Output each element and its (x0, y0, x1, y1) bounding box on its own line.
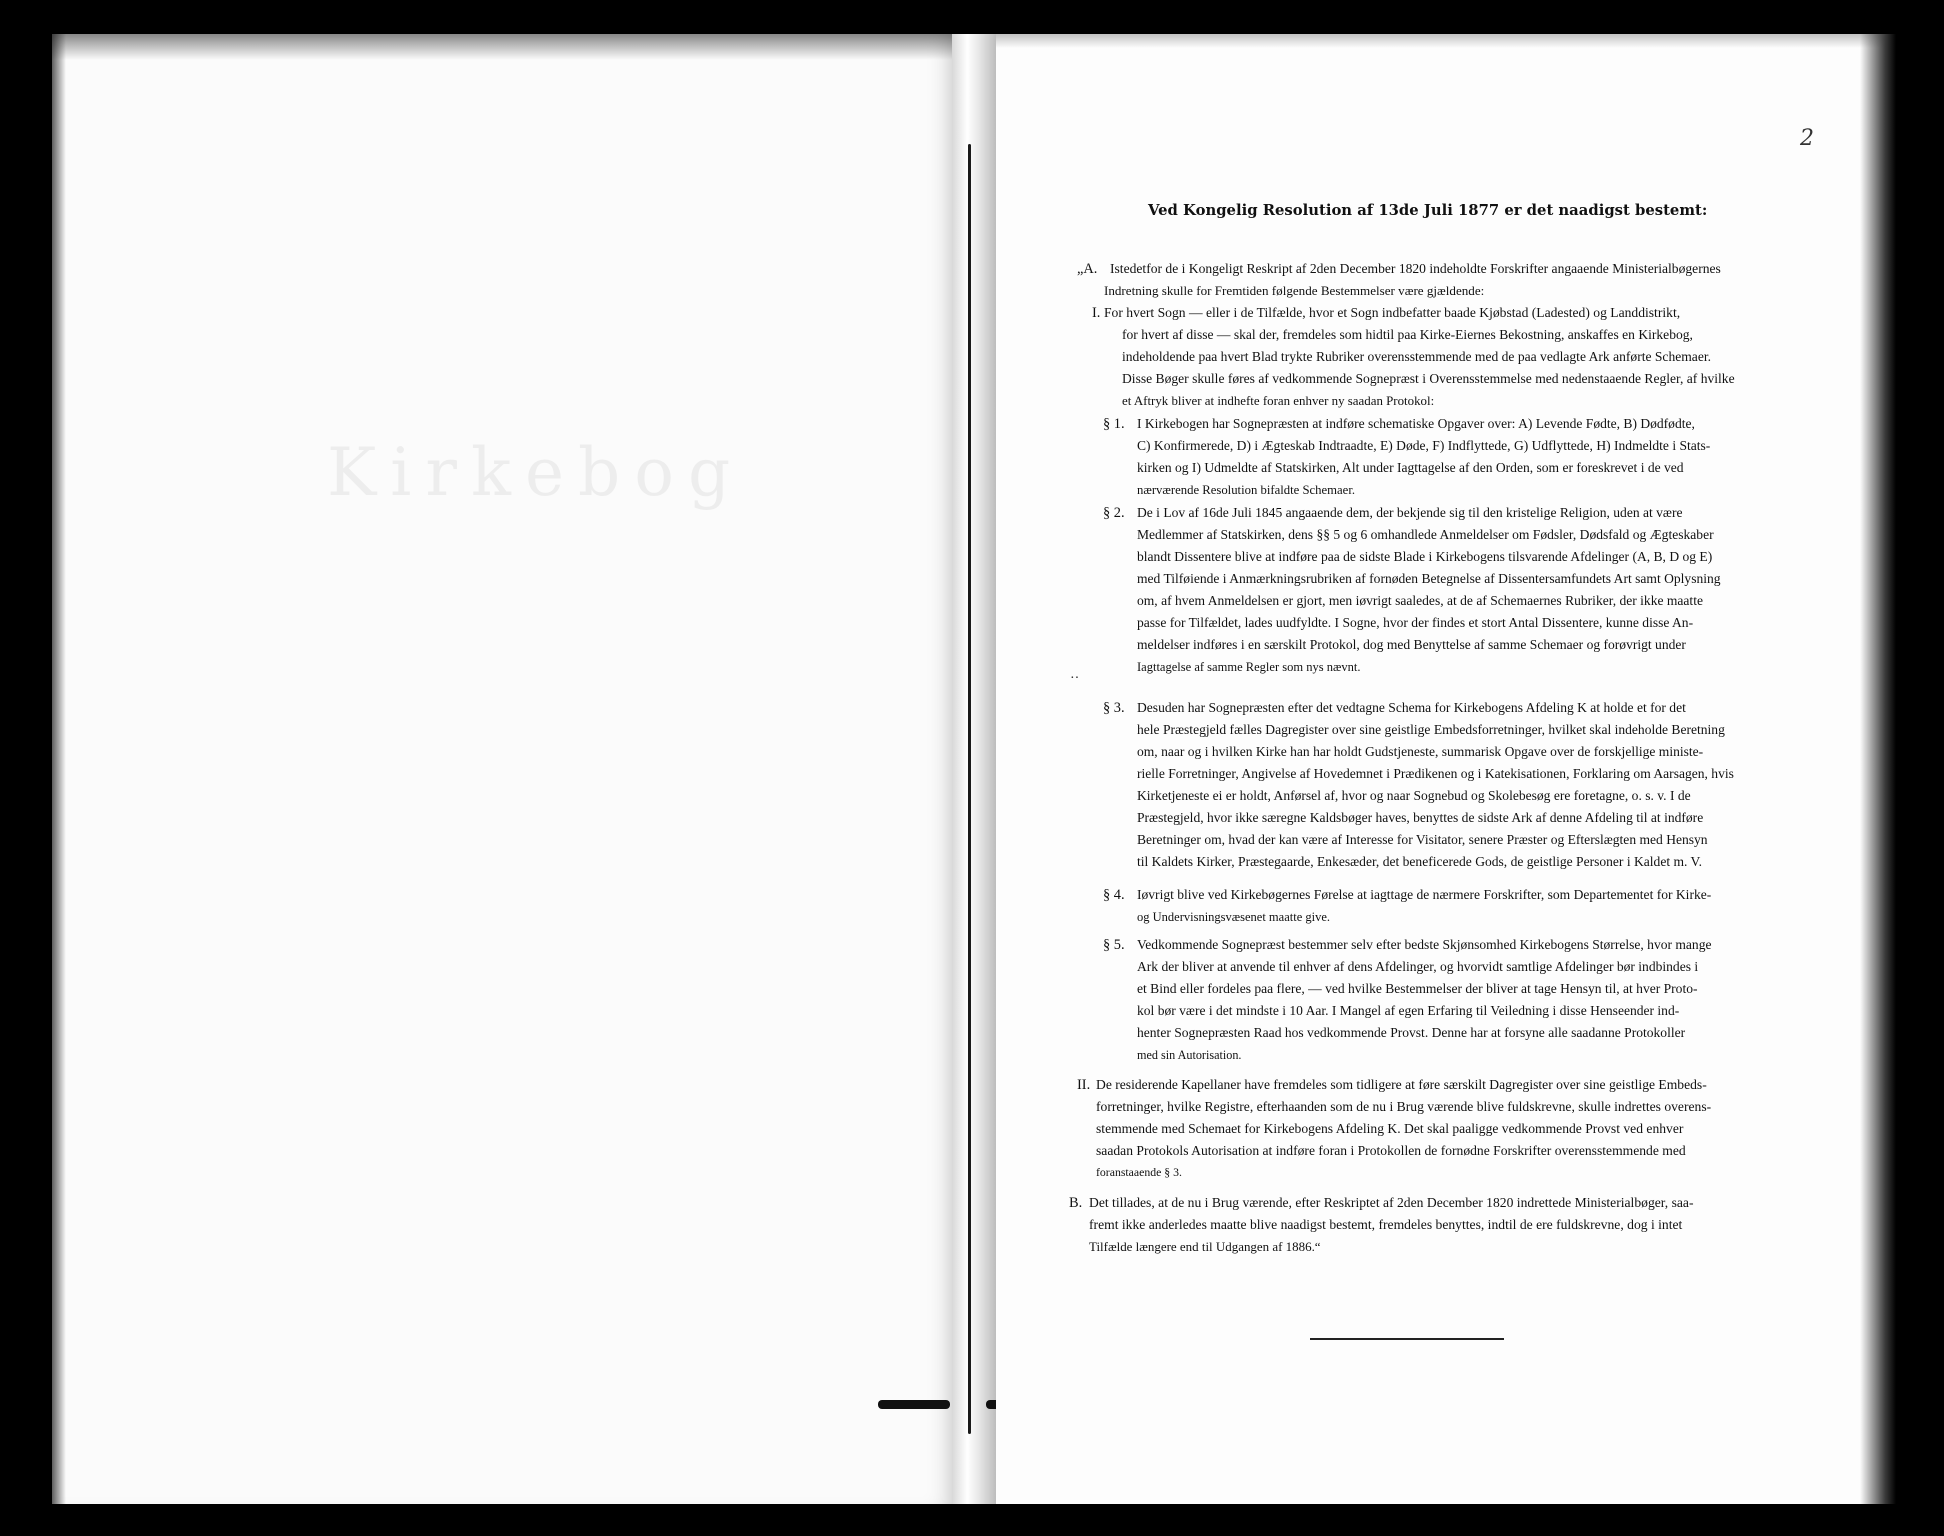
text-line: Det tillades, at de nu i Brug værende, efter Reskriptet af 2den December 1820 indrettede Ministerialbøger, saa- (1089, 1195, 1694, 1210)
text-line: Præstegjeld, hvor ikke særegne Kaldsbøger haves, benyttes de sidste Ark af denne Afdeling til at indføre (1137, 810, 1704, 825)
closing-rule (1310, 1338, 1504, 1340)
text-line: hele Præstegjeld fælles Dagregister over sine geistlige Embedsforretninger, hvilket skal indeholde Beretning (1137, 722, 1725, 737)
text-line: Beretninger om, hvad der kan være af Interesse for Visitator, senere Præster og Efterslægten med Hensyn (1137, 832, 1708, 847)
left-page-blank (52, 34, 952, 1504)
page-number: 2 (1800, 126, 1814, 151)
text-line: meldelser indføres i en særskilt Protokol, dog med Benyttelse af samme Schemaer og forøvrigt under (1137, 637, 1686, 652)
left-page-top-shadow (52, 34, 952, 60)
text-line: kol bør være i det mindste i 10 Aar. I Mangel af egen Erfaring til Veiledning i disse Henseender ind- (1137, 1003, 1680, 1018)
text-line: Desuden har Sognepræsten efter det vedtagne Schema for Kirkebogens Afdeling K at holde et for det (1137, 700, 1686, 715)
text-line: Iagttagelse af samme Regler som nys nævnt. (1137, 660, 1361, 674)
text-line: blandt Dissentere blive at indføre paa de sidste Blade i Kirkebogens tilsvarende Afdelinger (A, B, D og E) (1137, 549, 1713, 564)
binding-thread (968, 144, 971, 1434)
section-label: „A. (1077, 261, 1098, 277)
document-heading: Ved Kongelig Resolution af 13de Juli 1877 er det naadigst bestemt: (1148, 202, 1708, 219)
section-label: B. (1069, 1195, 1083, 1211)
text-line: Vedkommende Sognepræst bestemmer selv efter bedste Skjønsomhed Kirkebogens Størrelse, hvor mange (1137, 937, 1712, 952)
text-line: for hvert af disse — skal der, fremdeles som hidtil paa Kirke-Eiernes Bekostning, anskaffes en Kirkebog, (1122, 327, 1693, 342)
text-line: henter Sognepræsten Raad hos vedkommende Provst. Denne har at forsyne alle saadanne Protokoller (1137, 1025, 1686, 1040)
text-line: og Undervisningsvæsenet maatte give. (1137, 910, 1331, 924)
text-line: kirken og I) Udmeldte af Statskirken, Alt under Iagttagelse af den Orden, som er foreskrevet i de ved (1137, 460, 1684, 475)
text-line: De i Lov af 16de Juli 1845 angaaende dem, der bekjende sig til den kristelige Religion, uden at være (1137, 505, 1683, 520)
section-label: II. (1077, 1077, 1091, 1093)
text-line: For hvert Sogn — eller i de Tilfælde, hvor et Sogn indbefatter baade Kjøbstad (Ladested) og Landdistrikt, (1104, 305, 1681, 320)
text-line: De residerende Kapellaner have fremdeles som tidligere at føre særskilt Dagregister over sine geistlige Embeds- (1096, 1077, 1707, 1092)
text-line: rielle Forretninger, Angivelse af Hovedemnet i Prædikenen og i Katekisationen, Forklaring om Aarsagen, hvis (1137, 766, 1734, 781)
text-line: et Aftryk bliver at indhefte foran enhver ny saadan Protokol: (1122, 393, 1435, 408)
text-line: stemmende med Schemaet for Kirkebogens Afdeling K. Det skal paaligge vedkommende Provst ved enhver (1096, 1121, 1684, 1136)
text-line: Disse Bøger skulle føres af vedkommende Sognepræst i Overensstemmelse med nedenstaaende Regler, af hvilke (1122, 371, 1735, 386)
left-page-edge-shadow (52, 34, 66, 1504)
text-line: I Kirkebogen har Sognepræsten at indføre schematiske Opgaver over: A) Levende Fødte, B) Dødfødte, (1137, 416, 1695, 431)
text-line: indeholdende paa hvert Blad trykte Rubriker overensstemmende med de paa vedlagte Ark anførte Schemaer. (1122, 349, 1712, 364)
text-line: nærværende Resolution bifaldte Schemaer. (1137, 483, 1356, 497)
right-page-edge-shadow (1860, 34, 1896, 1504)
book-spine (952, 34, 996, 1504)
text-line: foranstaaende § 3. (1096, 1166, 1182, 1179)
text-line: Tilfælde længere end til Udgangen af 1886.“ (1089, 1239, 1321, 1254)
section-label: § 1. (1103, 416, 1125, 432)
text-line: til Kaldets Kirker, Præstegaarde, Enkesæder, det beneficerede Gods, de geistlige Personer i Kaldet m. V. (1137, 854, 1702, 869)
text-line: Istedetfor de i Kongeligt Reskript af 2den December 1820 indeholdte Forskrifter angaaende Ministerialbøgernes (1110, 261, 1721, 276)
section-label: § 2. (1103, 505, 1125, 521)
show-through-title: Kirkebog (327, 434, 745, 511)
text-line: et Bind eller fordeles paa flere, — ved hvilke Bestemmelser der bliver at tage Hensyn til, at hver Proto- (1137, 981, 1698, 996)
text-line: Ark der bliver at anvende til enhver af dens Afdelinger, og hvorvidt samtlige Afdelinger bør indbindes i (1137, 959, 1699, 974)
text-line: Medlemmer af Statskirken, dens §§ 5 og 6 omhandlede Anmeldelser om Fødsler, Dødsfald og Ægteskaber (1137, 527, 1714, 542)
text-line: Kirketjeneste ei er holdt, Anførsel af, hvor og naar Sognebud og Skolebesøg ere foretagne, o. s. v. I de (1137, 788, 1691, 803)
text-line: med sin Autorisation. (1137, 1048, 1242, 1062)
text-line: fremt ikke anderledes maatte blive naadigst bestemt, fremdeles benyttes, indtil de ere fuldskrevne, dog i intet (1089, 1217, 1683, 1232)
text-line: saadan Protokols Autorisation at indføre foran i Protokollen de fornødne Forskrifter overensstemmende med (1096, 1143, 1686, 1158)
right-page-top-shadow (996, 34, 1896, 48)
section-label: § 5. (1103, 937, 1125, 953)
text-line: om, af hvem Anmeldelsen er gjort, men iøvrigt saaledes, at de af Schemaernes Rubriker, der ikke maatte (1137, 593, 1703, 608)
section-label: I. (1092, 305, 1101, 321)
text-line: Iøvrigt blive ved Kirkebøgernes Førelse at iagttage de nærmere Forskrifter, som Departementet for Kirke- (1137, 887, 1712, 902)
text-line: C) Konfirmerede, D) i Ægteskab Indtraadte, E) Døde, F) Indflyttede, G) Udflyttede, H) Indmeldte i Stats- (1137, 438, 1711, 453)
text-line: om, naar og i hvilken Kirke han har holdt Gudstjeneste, summarisk Opgave over de forskjellige ministe- (1137, 744, 1704, 759)
text-line: passe for Tilfældet, lades uudfyldte. I Sogne, hvor der findes et stort Antal Dissentere, kunne disse An- (1137, 615, 1694, 630)
binding-clip-left (878, 1400, 950, 1409)
text-line: forretninger, hvilke Registre, efterhaanden som de nu i Brug værende blive fuldskrevne, skulle indrettes overens- (1096, 1099, 1712, 1114)
text-line: med Tilføiende i Anmærkningsrubriken af fornøden Betegnelse af Dissentersamfundets Art samt Oplysning (1137, 571, 1721, 586)
section-label: § 4. (1103, 887, 1125, 903)
text-line: Indretning skulle for Fremtiden følgende Bestemmelser være gjældende: (1104, 283, 1485, 298)
stray-mark: ·· (1070, 671, 1080, 686)
section-label: § 3. (1103, 700, 1125, 716)
